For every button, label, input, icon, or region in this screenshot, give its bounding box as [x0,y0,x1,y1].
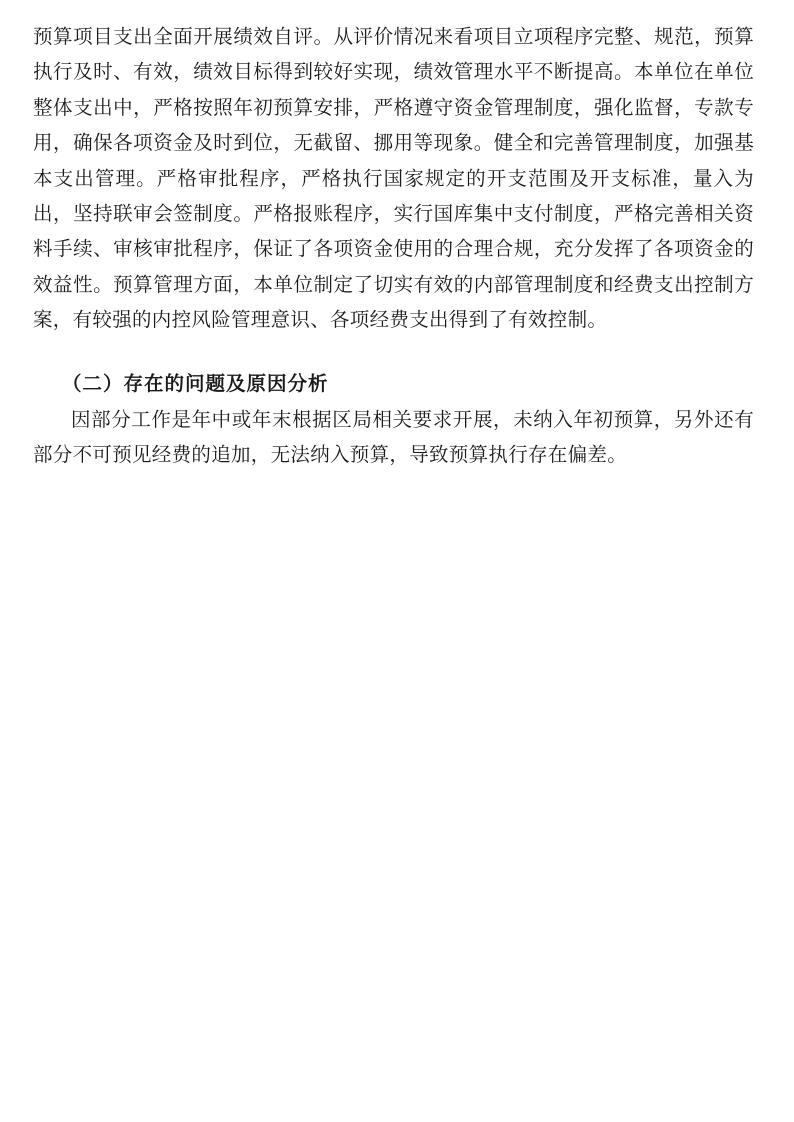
section-heading: （二）存在的问题及原因分析 [62,372,329,395]
body-paragraph: 预算项目支出全面开展绩效自评。从评价情况来看项目立项程序完整、规范，预算执行及时、有效，绩效目标得到较好实现，绩效管理水平不断提高。本单位在单位整体支出中，严格按照年初预算安排，严格遵守资金管理制度，强化监督，专款专用，确保各项资金及时到位，无截留、挪用等现象。健全和完善管理制度，加强基本支出管理。严格审批程序，严格执行国家规定的开支范围及开支标准，量入为出，坚持联审会签制度。严格报账程序，实行国库集中支付制度，严格完善相关资料手续、审核审批程序，保证了各项资金使用的合理合规，充分发挥了各项资金的效益性。预算管理方面，本单位制定了切实有效的内部管理制度和经费支出控制方案，有较强的内控风险管理意识、各项经费支出得到了有效控制。 [33,25,754,332]
body-paragraph: 因部分工作是年中或年末根据区局相关要求开展，未纳入年初预算，另外还有部分不可预见经费的追加，无法纳入预算，导致预算执行存在偏差。 [33,408,754,467]
